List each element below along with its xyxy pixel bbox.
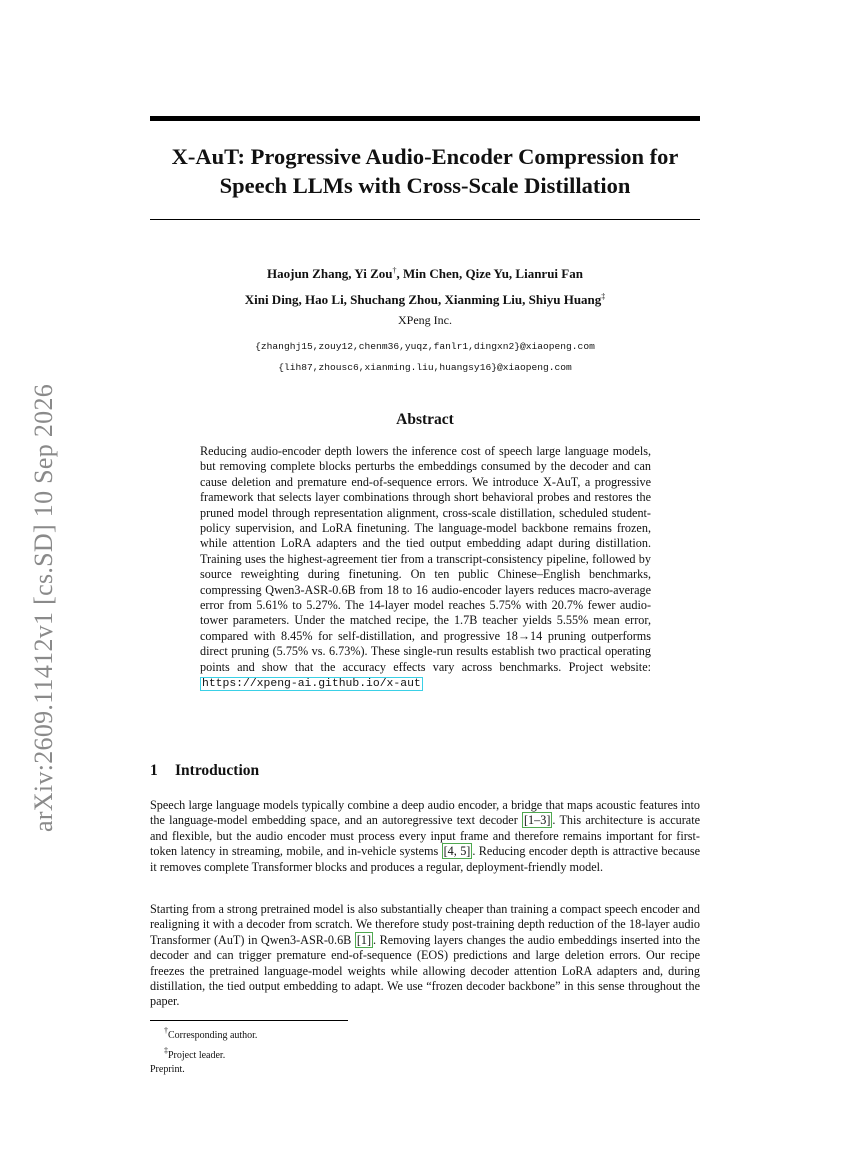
citation-link[interactable]: [1–3] [524,813,551,828]
email-line-1: {zhanghj15,zouy12,chenm36,yuqz,fanlr1,dingxn2}@xiaopeng.com [255,341,595,352]
authors-part: Haojun Zhang, Yi Zou [267,266,393,281]
corresponding-mark: † [392,266,397,275]
project-website-link[interactable]: https://xpeng-ai.github.io/x-aut [202,678,421,691]
abstract-heading: Abstract [396,411,454,428]
author-line-2 [150,285,700,311]
author-list [150,259,700,311]
title-line-2: Speech LLMs with Cross-Scale Distillation [219,173,631,198]
footnote-1 [164,1023,257,1043]
paragraph-text: . Reducing encoder depth is attractive because it removes complete Transformer blocks and produces a regular, deployment-friendly model. [150,844,701,874]
arxiv-identifier: arXiv:2609.11412v1 [cs.SD] 10 Sep 2026 [29,383,58,832]
paragraph-text: Starting from a strong pretrained model is also substantially cheaper than training a compact speech encoder and realigning it with a decoder from scratch. We therefore study post-training depth reduction of the 18-layer audio Transformer (AuT) in Qwen3-ASR-0.6B [150,902,700,947]
paragraph-text: . This architecture is accurate and flexible, but the audio encoder must process every input frame and therefore remains important for first-token latency in streaming, mobile, and in-vehicle systems [150,813,701,859]
title-bottom-rule [150,219,700,220]
citation-link[interactable]: [4, 5] [443,844,471,859]
leader-mark: ‡ [601,292,606,301]
email-line-2: {lih87,zhousc6,xianming.liu,huangsy16}@xiaopeng.com [278,362,572,373]
footnotes [164,1023,257,1063]
abstract-body [200,444,651,693]
author-line-1 [150,259,700,285]
intro-paragraph-1 [150,798,700,875]
preprint-label: Preprint. [150,1064,185,1075]
citation-link[interactable]: [1] [356,932,372,947]
authors-part: Xini Ding, Hao Li, Shuchang Zhou, Xianming Liu, Shiyu Huang [244,292,602,307]
paragraph-text: . Removing layers changes the audio embeddings inserted into the decoder and can trigger premature end-of-sequence (EOS) predictions and large deletion errors. Our recipe freezes the pretrained language-model weights while allowing decoder attention LoRA adapters and, during distillation, the tied output embedding to adapt. We use “frozen decoder backbone” in this sense throughout the paper. [150,932,700,1009]
affiliation: XPeng Inc. [398,313,452,327]
paragraph-text: Speech large language models typically combine a deep audio encoder, a bridge that maps acoustic features into the language-model embedding space, and an autoregressive text decoder [150,798,700,828]
intro-paragraph-2 [150,902,700,1010]
authors-part: , Min Chen, Qize Yu, Lianrui Fan [396,266,583,281]
title-line-1: X-AuT: Progressive Audio-Encoder Compression for [171,144,679,169]
footnote-mark: † [164,1026,168,1035]
footnote-text: Corresponding author. [168,1030,258,1041]
abstract-text: Reducing audio-encoder depth lowers the inference cost of speech large language models, but removing complete blocks perturbs the embeddings consumed by the decoder and can cause deletion and premature end-of-sequence errors. We introduce X-AuT, a progressive framework that selects layer combinations through short behavioral probes and restores the pruned model through representation alignment, cross-scale distillation, scheduled student-policy supervision, and LoRA finetuning. The language-model backbone remains frozen, while attention LoRA adapters and the tied output embedding adapt during distillation. Training uses the highest-agreement tier from a transcript-consistency pipeline, followed by source reweighting during finetuning. On ten public Chinese–English benchmarks, compressing Qwen3-ASR-0.6B from 18 to 16 audio-encoder layers reduces macro-average error from 5.61% to 5.27%. The 14-layer model reaches 5.75% with 20.7% fewer audio-tower parameters. Under the matched recipe, the 1.7B teacher yields 5.55% mean error, compared with 8.45% for self-distillation, and progressive 18→14 pruning outperforms direct pruning (5.75% vs. 6.73%). These single-run results establish two practical operating points and show that the accuracy effects vary across benchmarks. Project website: [200,444,651,674]
footnote-text: Project leader. [168,1050,226,1061]
section-number: 1 [150,762,158,779]
title-top-rule [150,116,700,121]
section-heading [150,761,259,781]
paper-title [150,142,700,200]
footnote-mark: ‡ [164,1046,168,1055]
section-title: Introduction [175,762,260,779]
footnote-2 [164,1043,257,1063]
author-emails [150,336,700,378]
footnote-rule [150,1020,348,1021]
